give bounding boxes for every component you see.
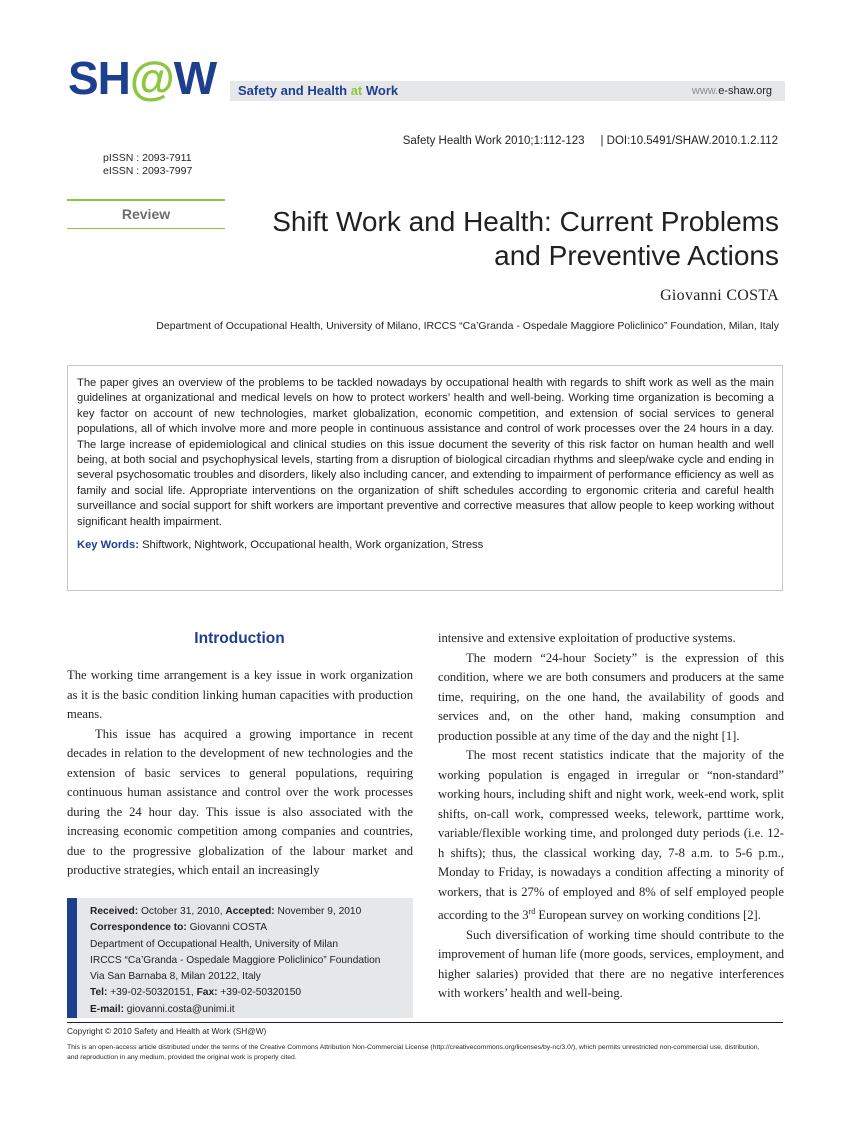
abstract-box xyxy=(67,365,783,591)
divider xyxy=(67,199,225,201)
citation-line: Safety Health Work 2010;1:112-123 | DOI:10.5491/SHAW.2010.1.2.112 xyxy=(402,135,778,147)
subtitle-part: Safety and Health xyxy=(238,83,351,98)
correspondence-name: Giovanni COSTA xyxy=(186,922,268,934)
eissn: eISSN : 2093-7997 xyxy=(103,165,193,177)
correspondence-text xyxy=(90,904,380,1018)
paragraph: The working time arrangement is a key issue in work organization as it is the basic condition linking human capacities with production means. xyxy=(67,668,413,721)
author-affiliation: Department of Occupational Health, University of Milano, IRCCS “Ca’Granda - Ospedale Maggiore Policlinico” Foundation, Milan, Italy xyxy=(156,320,779,332)
fax-label: Fax: xyxy=(196,987,218,999)
email-label: E-mail: xyxy=(90,1003,124,1015)
subtitle-part: Work xyxy=(362,83,399,98)
paragraph xyxy=(438,746,784,926)
keywords xyxy=(77,539,774,551)
body-column-right xyxy=(438,629,784,1004)
copyright: Copyright © 2010 Safety and Health at Work (SH@W) xyxy=(67,1026,267,1036)
tel-value: +39-02-50320151, xyxy=(107,987,197,999)
keywords-label: Key Words: xyxy=(77,539,139,552)
address-line: Via San Barnaba 8, Milan 20122, Italy xyxy=(90,971,261,983)
correspondence-label: Correspondence to: xyxy=(90,922,187,934)
journal-subtitle xyxy=(238,83,398,98)
divider xyxy=(67,228,225,229)
pissn: pISSN : 2093-7911 xyxy=(103,152,192,164)
accepted-date: November 9, 2010 xyxy=(274,906,362,917)
superscript: rd xyxy=(528,907,536,916)
dates-line xyxy=(90,904,380,920)
logo-suffix: W xyxy=(173,52,217,104)
received-date: October 31, 2010, xyxy=(138,906,226,917)
paragraph: Such diversification of working time should contribute to the improvement of human life (more goods, services, employment, and higher salaries) provided that there are no negative interferences with workers’ health and well-being. xyxy=(438,927,784,1001)
tel-label: Tel: xyxy=(90,987,108,999)
logo-prefix: SH xyxy=(68,52,130,104)
keywords-list: Shiftwork, Nightwork, Occupational health, Work organization, Stress xyxy=(138,539,484,552)
license-text: This is an open-access article distributed under the terms of the Creative Commons Attribution Non-Commercial License (http://creativecommons.org/licenses/by-nc/3.0/), which permits unrestricted non-commercial use, distribution, and reproduction in any medium, provided the original work is properly cited. xyxy=(67,1044,760,1061)
paragraph: The modern “24-hour Society” is the expression of this condition, where we are both consumers and producers at the same time, requiring, on the one hand, the availability of goods and services and, on the other hand, making consumption and production possible at any time of the day and the night [1]. xyxy=(438,650,784,743)
subtitle-at: at xyxy=(350,83,363,98)
title-line: and Preventive Actions xyxy=(494,240,779,271)
paragraph: This issue has acquired a growing importance in recent decades in relation to the development of new technologies and the extension of basic services to general populations, requiring continuous human assistance and control over the work processes during the 24 hour day. This issue is also associated with the increasing economic competition among companies and countries, due to the progressive globalization of the labour market and productive strategies, which entail an increasingly xyxy=(67,726,413,877)
accepted-label: Accepted: xyxy=(225,906,275,917)
site-domain: e-shaw.org xyxy=(718,85,772,97)
address-line: IRCCS “Ca’Granda - Ospedale Maggiore Policlinico” Foundation xyxy=(90,954,381,966)
article-title xyxy=(219,205,779,273)
address-line: Department of Occupational Health, University of Milan xyxy=(90,938,339,950)
journal-logo xyxy=(68,52,217,104)
article-type: Review xyxy=(121,206,171,222)
journal-website[interactable] xyxy=(692,85,772,97)
issn-block xyxy=(103,152,192,178)
site-prefix: www. xyxy=(691,85,719,97)
footer-divider xyxy=(67,1022,783,1023)
paragraph-part: European survey on working conditions [2]. xyxy=(535,908,761,923)
paragraph-part: The most recent statistics indicate that the majority of the working population is engaged in irregular or “non-standard” working hours, including shift and night work, week-end work, split shifts, on-call work, compressed weeks, telework, parttime work, variable/flexible working time, and prolonged duty periods (i.e. 12-h shifts); thus, the classical working day, 7-8 a.m. to 5-6 p.m., Monday to Friday, is nowadays a condition affecting a minority of workers, that is 27% of employed and 8% of self employed people according to the 3 xyxy=(438,748,784,923)
phone-line xyxy=(90,985,380,1001)
title-line: Shift Work and Health: Current Problems xyxy=(272,206,779,237)
logo-at: @ xyxy=(129,52,174,104)
email-link[interactable]: giovanni.costa@unimi.it xyxy=(123,1003,235,1015)
section-heading: Introduction xyxy=(194,630,285,647)
body-column-left xyxy=(67,666,413,881)
correspondence-line xyxy=(90,920,380,936)
correspondence-accent-bar xyxy=(67,898,77,1018)
author-name: Giovanni COSTA xyxy=(660,287,779,304)
abstract-text: The paper gives an overview of the problems to be tackled nowadays by occupational health with regards to shift work as well as the main guidelines at organizational and medical levels on how to protect workers’ health and well-being. Working time organization is becoming a key factor on account of new technologies, market globalization, economic competition, and extension of social services to general populations, all of which involve more and more people in continuous assistance and control of work processes over the 24 hours in a day. The large increase of epidemiological and clinical studies on this issue document the severity of this risk factor on human health and well being, at both social and psychophysical levels, starting from a disruption of biological circadian rhythms and sleep/wake cycle and ending in several psychosomatic troubles and disorders, likely also including cancer, and extending to impairment of performance efficiency as well as family and social life. Appropriate interventions on the organization of shift schedules according to ergonomic criteria and careful health surveillance and social support for shift workers are important preventive and corrective measures that allow people to keep working without significant health impairment. xyxy=(77,377,774,528)
fax-value: +39-02-50320150 xyxy=(217,987,302,999)
received-label: Received: xyxy=(90,906,139,917)
email-line xyxy=(90,1002,380,1018)
paragraph: intensive and extensive exploitation of productive systems. xyxy=(438,631,736,645)
